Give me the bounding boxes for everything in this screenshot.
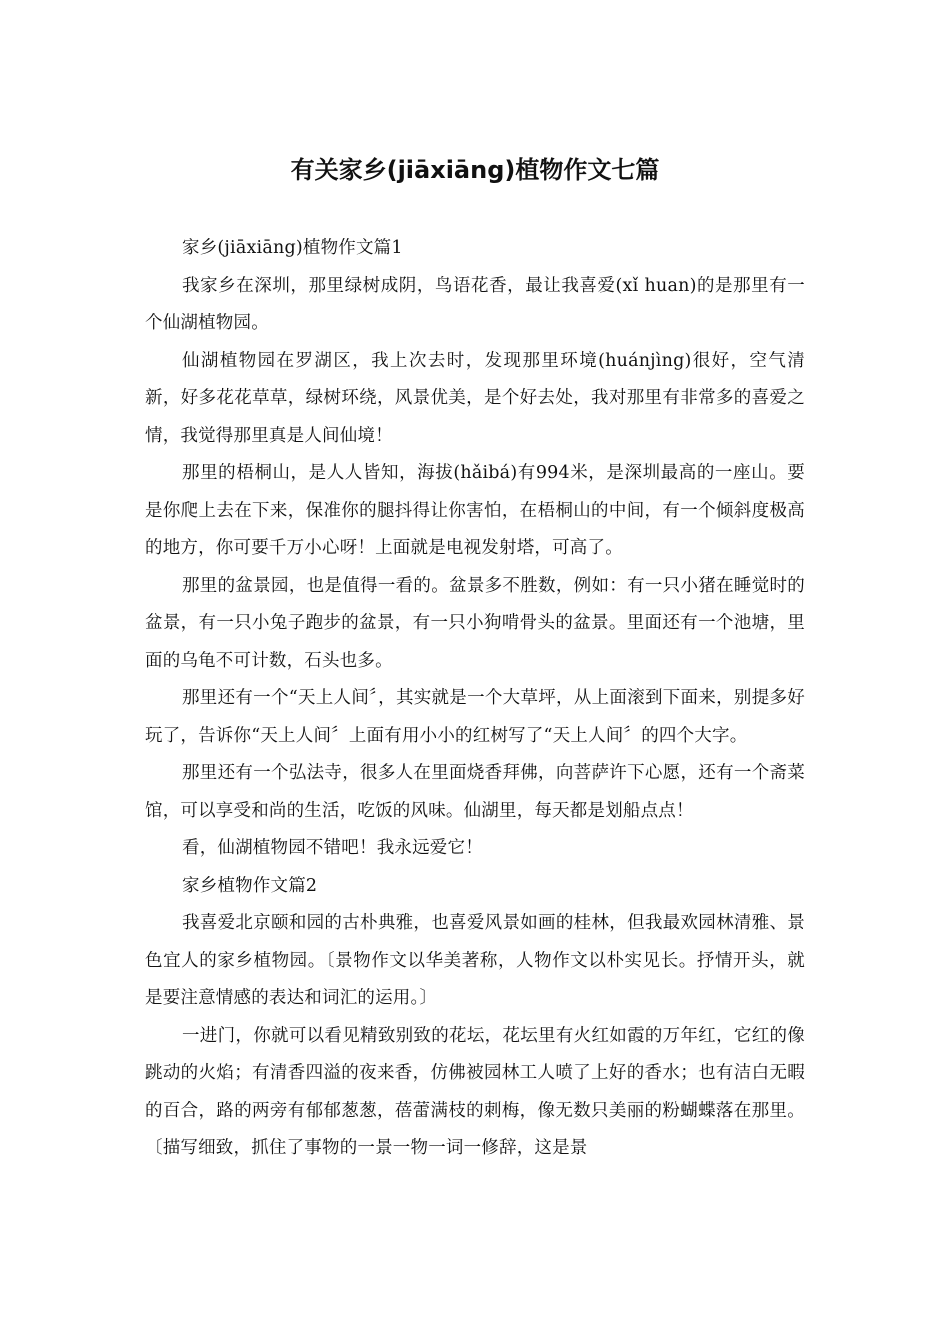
- paragraph: 那里还有一个弘法寺，很多人在里面烧香拜佛，向菩萨许下心愿，还有一个斋菜馆，可以享受和尚的生活，吃饭的风味。仙湖里，每天都是划船点点！: [145, 763, 805, 821]
- paragraph: 我家乡在深圳，那里绿树成阴，鸟语花香，最让我喜爱(xǐ huan)的是那里有一个仙湖植物园。: [145, 275, 805, 333]
- paragraph: 那里的盆景园，也是值得一看的。盆景多不胜数，例如：有一只小猪在睡觉时的盆景，有一只小兔子跑步的盆景，有一只小狗啃骨头的盆景。里面还有一个池塘，里面的乌龟不可计数，石头也多。: [145, 575, 805, 671]
- paragraph: 仙湖植物园在罗湖区，我上次去时，发现那里环境(huánjìng)很好，空气清新，好多花花草草，绿树环绕，风景优美，是个好去处，我对那里有非常多的喜爱之情，我觉得那里真是人间仙境！: [145, 350, 805, 446]
- paragraph: 看，仙湖植物园不错吧！我永远爱它！: [182, 838, 483, 858]
- paragraph: 一进门，你就可以看见精致别致的花坛，花坛里有火红如霞的万年红，它红的像跳动的火焰；有清香四溢的夜来香，仿佛被园林工人喷了上好的香水；也有洁白无暇的百合，路的两旁有郁郁葱葱，蓓蕾满枝的刺梅，像无数只美丽的粉蝴蝶落在那里。〔描写细致，抓住了事物的一景一物一词一修辞，这是景: [145, 1025, 805, 1158]
- paragraph-heading-essay-1: 家乡(jiāxiāng)植物作文篇1: [182, 238, 403, 258]
- document-body: [145, 230, 805, 1168]
- paragraph: 那里的梧桐山，是人人皆知，海拔(hǎibá)有994米，是深圳最高的一座山。要是你爬上去在下来，保准你的腿抖得让你害怕，在梧桐山的中间，有一个倾斜度极高的地方，你可要千万小心呀！上面就是电视发射塔，可高了。: [145, 463, 805, 558]
- paragraph-heading-essay-2: 家乡植物作文篇2: [182, 875, 318, 896]
- paragraph: 那里还有一个“天上人间〞，其实就是一个大草坪，从上面滚到下面来，别提多好玩了，告诉你“天上人间〞上面有用小小的红树写了“天上人间〞的四个大字。: [145, 688, 805, 746]
- paragraph: 我喜爱北京颐和园的古朴典雅，也喜爱风景如画的桂林，但我最欢园林清雅、景色宜人的家乡植物园。〔景物作文以华美著称，人物作文以朴实见长。抒情开头，就是要注意情感的表达和词汇的运用。〕: [145, 913, 805, 1008]
- document-title: 有关家乡(jiāxiāng)植物作文七篇: [290, 156, 660, 184]
